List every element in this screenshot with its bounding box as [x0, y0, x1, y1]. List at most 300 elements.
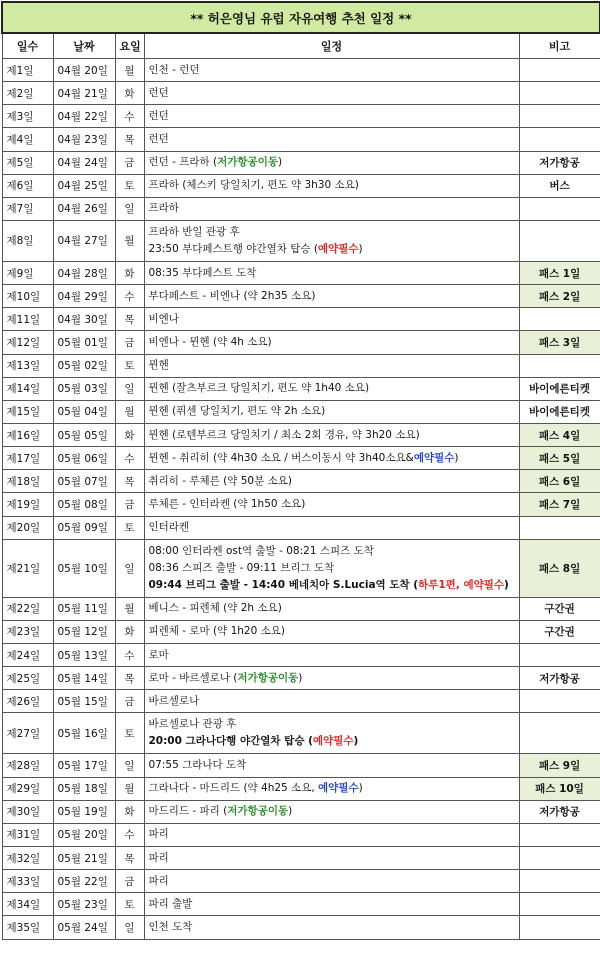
- note-cell: 패스 10일: [519, 777, 600, 800]
- weekday-cell: 월: [115, 220, 144, 261]
- plan-cell: [144, 620, 519, 643]
- plan-cell: [144, 447, 519, 470]
- date-cell: 05월 07일: [53, 470, 115, 493]
- table-row: [2, 846, 600, 869]
- note-cell: 구간권: [519, 620, 600, 643]
- weekday-cell: 금: [115, 151, 144, 174]
- date-cell: 05월 03일: [53, 377, 115, 400]
- table-row: [2, 667, 600, 690]
- table-row: [2, 493, 600, 516]
- plan-text: 07:55 그라나다 도착: [148, 758, 247, 771]
- plan-text: 프라하 (체스키 당일치기, 편도 약 3h30 소요): [148, 179, 359, 192]
- weekday-cell: 화: [115, 620, 144, 643]
- day-cell: 제15일: [2, 400, 53, 423]
- plan-text-red: 하루1편, 예약필수: [418, 578, 505, 591]
- plan-text: 루체른 - 인터라켄 (약 1h50 소요): [148, 497, 306, 510]
- date-cell: 05월 12일: [53, 620, 115, 643]
- plan-text: 뮌헨 (잘츠부르크 당일치기, 편도 약 1h40 소요): [148, 382, 370, 395]
- plan-line: [149, 919, 515, 936]
- plan-text-red: 예약필수: [312, 735, 354, 748]
- day-cell: 제16일: [2, 423, 53, 446]
- note-cell: [519, 846, 600, 869]
- table-row: [2, 823, 600, 846]
- day-cell: 제14일: [2, 377, 53, 400]
- plan-text: ): [298, 671, 303, 684]
- table-row: [2, 308, 600, 331]
- day-cell: 제13일: [2, 354, 53, 377]
- weekday-cell: 목: [115, 667, 144, 690]
- table-row: [2, 870, 600, 893]
- date-cell: 04월 24일: [53, 151, 115, 174]
- header-row: [2, 33, 600, 59]
- weekday-cell: 일: [115, 197, 144, 220]
- date-cell: 05월 02일: [53, 354, 115, 377]
- day-cell: 제34일: [2, 893, 53, 916]
- date-cell: 05월 08일: [53, 493, 115, 516]
- date-cell: 05월 04일: [53, 400, 115, 423]
- plan-text: 뮌헨 - 취리히 (약 4h30 소요 / 버스이동시 약 3h40소요&: [148, 451, 414, 464]
- plan-text-bold: 20:00 그라나다행 야간열차 탑승 (: [148, 735, 313, 748]
- note-cell: 저가항공: [519, 151, 600, 174]
- date-cell: 04월 22일: [53, 105, 115, 128]
- note-cell: 패스 2일: [519, 285, 600, 308]
- table-row: [2, 620, 600, 643]
- table-row: [2, 151, 600, 174]
- plan-cell: [144, 151, 519, 174]
- plan-line: [149, 543, 515, 560]
- weekday-cell: 화: [115, 423, 144, 446]
- plan-cell: [144, 823, 519, 846]
- weekday-cell: 화: [115, 82, 144, 105]
- weekday-cell: 금: [115, 690, 144, 713]
- plan-cell: [144, 308, 519, 331]
- plan-cell: [144, 516, 519, 539]
- day-cell: 제8일: [2, 220, 53, 261]
- date-cell: 04월 29일: [53, 285, 115, 308]
- plan-text: ): [277, 156, 283, 169]
- note-cell: 패스 3일: [519, 331, 600, 354]
- note-cell: 패스 1일: [519, 261, 600, 284]
- plan-cell: [144, 893, 519, 916]
- table-row: [2, 423, 600, 446]
- plan-cell: [144, 870, 519, 893]
- table-row: [2, 643, 600, 666]
- plan-cell: [144, 128, 519, 151]
- note-cell: [519, 870, 600, 893]
- weekday-cell: 수: [115, 105, 144, 128]
- date-cell: 05월 18일: [53, 777, 115, 800]
- note-cell: 저가항공: [519, 800, 600, 823]
- weekday-cell: 월: [115, 59, 144, 82]
- date-cell: 05월 15일: [53, 690, 115, 713]
- note-cell: 패스 8일: [519, 539, 600, 597]
- day-cell: 제26일: [2, 690, 53, 713]
- plan-text: 부다페스트 - 비엔나 (약 2h35 소요): [148, 289, 316, 302]
- plan-line: [149, 519, 515, 536]
- plan-line: [149, 403, 515, 420]
- weekday-cell: 목: [115, 846, 144, 869]
- note-cell: [519, 516, 600, 539]
- plan-text-bold: 09:44 브리그 출발 - 14:40 베네치아 S.Lucia역 도착 (: [148, 578, 419, 591]
- plan-cell: [144, 174, 519, 197]
- plan-line: [149, 716, 515, 733]
- weekday-cell: 토: [115, 354, 144, 377]
- plan-line: [149, 154, 515, 171]
- plan-text: 23:50 부다페스트행 야간열차 탑승 (: [148, 242, 318, 255]
- itinerary-table: [1, 1, 600, 940]
- date-cell: 05월 06일: [53, 447, 115, 470]
- table-row: [2, 220, 600, 261]
- date-cell: 05월 17일: [53, 754, 115, 777]
- plan-cell: [144, 690, 519, 713]
- day-cell: 제4일: [2, 128, 53, 151]
- day-cell: 제11일: [2, 308, 53, 331]
- plan-cell: [144, 105, 519, 128]
- plan-line: [149, 733, 515, 750]
- date-cell: 04월 21일: [53, 82, 115, 105]
- plan-line: [149, 896, 515, 913]
- date-cell: 05월 20일: [53, 823, 115, 846]
- plan-text: 파리: [148, 874, 169, 887]
- date-cell: 05월 11일: [53, 597, 115, 620]
- plan-text: 인천 - 런던: [148, 63, 200, 76]
- date-cell: 05월 24일: [53, 916, 115, 939]
- note-cell: [519, 916, 600, 939]
- plan-cell: [144, 261, 519, 284]
- day-cell: 제24일: [2, 643, 53, 666]
- table-row: [2, 128, 600, 151]
- weekday-cell: 토: [115, 713, 144, 754]
- weekday-cell: 일: [115, 377, 144, 400]
- weekday-cell: 일: [115, 754, 144, 777]
- plan-text: 파리 출발: [148, 897, 193, 910]
- plan-text: 피렌체 - 로마 (약 1h20 소요): [148, 625, 286, 638]
- day-cell: 제7일: [2, 197, 53, 220]
- date-cell: 05월 21일: [53, 846, 115, 869]
- date-cell: 05월 19일: [53, 800, 115, 823]
- day-cell: 제22일: [2, 597, 53, 620]
- note-cell: [519, 308, 600, 331]
- plan-line: [149, 826, 515, 843]
- day-cell: 제25일: [2, 667, 53, 690]
- day-cell: 제6일: [2, 174, 53, 197]
- plan-text-bold: ): [504, 578, 509, 591]
- plan-text: 뮌헨: [148, 359, 169, 372]
- plan-text: 비엔나: [148, 312, 179, 325]
- plan-line: [149, 380, 515, 397]
- plan-text: 런던: [148, 132, 169, 145]
- plan-text: 런던 - 프라하 (: [148, 156, 218, 169]
- note-cell: [519, 105, 600, 128]
- weekday-cell: 토: [115, 516, 144, 539]
- date-cell: 05월 22일: [53, 870, 115, 893]
- plan-cell: [144, 754, 519, 777]
- day-cell: 제21일: [2, 539, 53, 597]
- day-cell: 제9일: [2, 261, 53, 284]
- plan-text: ): [288, 805, 293, 818]
- plan-cell: [144, 470, 519, 493]
- plan-text: 08:35 부다페스트 도착: [148, 266, 257, 279]
- date-cell: 05월 05일: [53, 423, 115, 446]
- plan-text: 뮌헨 (퓌센 당일치기, 편도 약 2h 소요): [148, 405, 326, 418]
- plan-line: [149, 850, 515, 867]
- note-cell: [519, 713, 600, 754]
- plan-text: 런던: [148, 86, 169, 99]
- plan-text: 런던: [148, 109, 169, 122]
- note-cell: [519, 128, 600, 151]
- note-cell: 바이에른티켓: [519, 377, 600, 400]
- plan-line: [149, 265, 515, 282]
- plan-line: [149, 623, 515, 640]
- plan-text: 프라하 반일 관광 후: [148, 225, 240, 238]
- note-cell: [519, 893, 600, 916]
- table-row: [2, 470, 600, 493]
- plan-line: [149, 873, 515, 890]
- plan-cell: [144, 916, 519, 939]
- day-cell: 제17일: [2, 447, 53, 470]
- date-cell: 05월 13일: [53, 643, 115, 666]
- weekday-cell: 수: [115, 823, 144, 846]
- plan-text: 파리: [148, 828, 169, 841]
- plan-cell: [144, 220, 519, 261]
- day-cell: 제31일: [2, 823, 53, 846]
- plan-text: 바르셀로나 관광 후: [148, 718, 237, 731]
- day-cell: 제10일: [2, 285, 53, 308]
- header-date: 날짜: [53, 33, 115, 59]
- plan-cell: [144, 197, 519, 220]
- plan-text-red: 예약필수: [317, 242, 359, 255]
- date-cell: 05월 23일: [53, 893, 115, 916]
- date-cell: 04월 26일: [53, 197, 115, 220]
- plan-line: [149, 473, 515, 490]
- plan-line: [149, 780, 515, 797]
- note-cell: [519, 823, 600, 846]
- plan-cell: [144, 423, 519, 446]
- plan-line: [149, 85, 515, 102]
- day-cell: 제20일: [2, 516, 53, 539]
- weekday-cell: 월: [115, 597, 144, 620]
- plan-line: [149, 560, 515, 577]
- day-cell: 제33일: [2, 870, 53, 893]
- plan-cell: [144, 285, 519, 308]
- plan-line: [149, 62, 515, 79]
- plan-line: [149, 803, 515, 820]
- table-row: [2, 82, 600, 105]
- plan-cell: [144, 800, 519, 823]
- note-cell: 구간권: [519, 597, 600, 620]
- plan-line: [149, 224, 515, 241]
- day-cell: 제35일: [2, 916, 53, 939]
- plan-line: [149, 693, 515, 710]
- plan-cell: [144, 59, 519, 82]
- plan-cell: [144, 667, 519, 690]
- plan-line: [149, 450, 515, 467]
- plan-cell: [144, 713, 519, 754]
- plan-text-blue: 예약필수: [318, 782, 359, 795]
- day-cell: 제2일: [2, 82, 53, 105]
- note-cell: [519, 643, 600, 666]
- plan-text: ): [454, 451, 459, 464]
- day-cell: 제18일: [2, 470, 53, 493]
- note-cell: 패스 7일: [519, 493, 600, 516]
- plan-text: 그라나다 - 마드리드 (약 4h25 소요,: [148, 782, 319, 795]
- table-row: [2, 800, 600, 823]
- header-day: 일수: [2, 33, 53, 59]
- plan-line: [149, 670, 515, 687]
- table-row: [2, 447, 600, 470]
- plan-text: 08:36 스피즈 출발 - 09:11 브리그 도착: [148, 561, 335, 574]
- table-row: [2, 174, 600, 197]
- weekday-cell: 일: [115, 916, 144, 939]
- note-cell: 버스: [519, 174, 600, 197]
- weekday-cell: 화: [115, 261, 144, 284]
- plan-line: [149, 357, 515, 374]
- weekday-cell: 수: [115, 285, 144, 308]
- plan-text: 로마: [148, 648, 169, 661]
- date-cell: 04월 25일: [53, 174, 115, 197]
- date-cell: 05월 14일: [53, 667, 115, 690]
- plan-cell: [144, 597, 519, 620]
- weekday-cell: 금: [115, 870, 144, 893]
- plan-text-bold: ): [353, 735, 359, 748]
- plan-text: 베니스 - 피렌체 (약 2h 소요): [148, 602, 282, 615]
- note-cell: 패스 6일: [519, 470, 600, 493]
- note-cell: [519, 82, 600, 105]
- note-cell: 패스 5일: [519, 447, 600, 470]
- weekday-cell: 금: [115, 331, 144, 354]
- table-row: [2, 754, 600, 777]
- plan-text-green: 저가항공이동: [217, 156, 278, 169]
- plan-line: [149, 427, 515, 444]
- plan-line: [149, 757, 515, 774]
- header-dow: 요일: [115, 33, 144, 59]
- weekday-cell: 목: [115, 470, 144, 493]
- note-cell: [519, 690, 600, 713]
- itinerary-title: ** 허은영님 유럽 자유여행 추천 일정 **: [2, 2, 600, 33]
- table-row: [2, 331, 600, 354]
- plan-line: [149, 334, 515, 351]
- weekday-cell: 수: [115, 643, 144, 666]
- weekday-cell: 일: [115, 539, 144, 597]
- plan-text: ): [358, 782, 363, 795]
- day-cell: 제19일: [2, 493, 53, 516]
- plan-text-blue: 예약필수: [413, 451, 455, 464]
- date-cell: 04월 23일: [53, 128, 115, 151]
- plan-cell: [144, 400, 519, 423]
- plan-line: [149, 200, 515, 217]
- table-row: [2, 777, 600, 800]
- plan-line: [149, 241, 515, 258]
- weekday-cell: 월: [115, 400, 144, 423]
- plan-cell: [144, 354, 519, 377]
- note-cell: 패스 4일: [519, 423, 600, 446]
- plan-line: [149, 311, 515, 328]
- plan-cell: [144, 846, 519, 869]
- note-cell: 바이에른티켓: [519, 400, 600, 423]
- table-row: [2, 893, 600, 916]
- weekday-cell: 목: [115, 128, 144, 151]
- day-cell: 제28일: [2, 754, 53, 777]
- date-cell: 04월 27일: [53, 220, 115, 261]
- note-cell: 저가항공: [519, 667, 600, 690]
- table-row: [2, 597, 600, 620]
- day-cell: 제23일: [2, 620, 53, 643]
- date-cell: 04월 28일: [53, 261, 115, 284]
- table-row: [2, 539, 600, 597]
- note-cell: [519, 354, 600, 377]
- note-cell: 패스 9일: [519, 754, 600, 777]
- table-row: [2, 400, 600, 423]
- plan-line: [149, 600, 515, 617]
- plan-cell: [144, 331, 519, 354]
- date-cell: 05월 01일: [53, 331, 115, 354]
- plan-text: 마드리드 - 파리 (: [148, 805, 228, 818]
- plan-text: 취리히 - 루체른 (약 50분 소요): [148, 474, 292, 487]
- plan-line: [149, 647, 515, 664]
- plan-cell: [144, 643, 519, 666]
- table-row: [2, 197, 600, 220]
- header-plan: 일정: [144, 33, 519, 59]
- table-row: [2, 59, 600, 82]
- table-row: [2, 285, 600, 308]
- plan-line: [149, 577, 515, 594]
- plan-text: 인천 도착: [148, 920, 193, 933]
- plan-cell: [144, 82, 519, 105]
- plan-line: [149, 177, 515, 194]
- weekday-cell: 금: [115, 493, 144, 516]
- day-cell: 제12일: [2, 331, 53, 354]
- table-row: [2, 516, 600, 539]
- day-cell: 제32일: [2, 846, 53, 869]
- plan-text: 로마 - 바르셀로나 (: [148, 671, 238, 684]
- plan-cell: [144, 377, 519, 400]
- note-cell: [519, 220, 600, 261]
- date-cell: 05월 09일: [53, 516, 115, 539]
- table-row: [2, 105, 600, 128]
- note-cell: [519, 197, 600, 220]
- plan-line: [149, 288, 515, 305]
- plan-line: [149, 131, 515, 148]
- day-cell: 제29일: [2, 777, 53, 800]
- plan-text: 바르셀로나: [148, 694, 200, 707]
- day-cell: 제30일: [2, 800, 53, 823]
- plan-text: 파리: [148, 851, 169, 864]
- note-cell: [519, 59, 600, 82]
- plan-cell: [144, 493, 519, 516]
- table-row: [2, 377, 600, 400]
- date-cell: 04월 30일: [53, 308, 115, 331]
- header-note: 비고: [519, 33, 600, 59]
- weekday-cell: 수: [115, 447, 144, 470]
- plan-text-green: 저가항공이동: [227, 805, 289, 818]
- date-cell: 05월 16일: [53, 713, 115, 754]
- plan-text: 08:00 인터라켄 ost역 출발 - 08:21 스피즈 도착: [148, 544, 374, 557]
- table-row: [2, 354, 600, 377]
- table-row: [2, 713, 600, 754]
- weekday-cell: 토: [115, 174, 144, 197]
- weekday-cell: 화: [115, 800, 144, 823]
- date-cell: 05월 10일: [53, 539, 115, 597]
- plan-text: 인터라켄: [148, 521, 190, 534]
- table-row: [2, 261, 600, 284]
- plan-line: [149, 496, 515, 513]
- day-cell: 제3일: [2, 105, 53, 128]
- plan-text: 뮌헨 (로텐부르크 당일치기 / 최소 2회 경유, 약 3h20 소요): [148, 428, 420, 441]
- table-row: [2, 916, 600, 939]
- itinerary-body: [2, 59, 600, 940]
- plan-text: 비엔나 - 뮌헨 (약 4h 소요): [148, 335, 272, 348]
- plan-text-green: 저가항공이동: [237, 671, 299, 684]
